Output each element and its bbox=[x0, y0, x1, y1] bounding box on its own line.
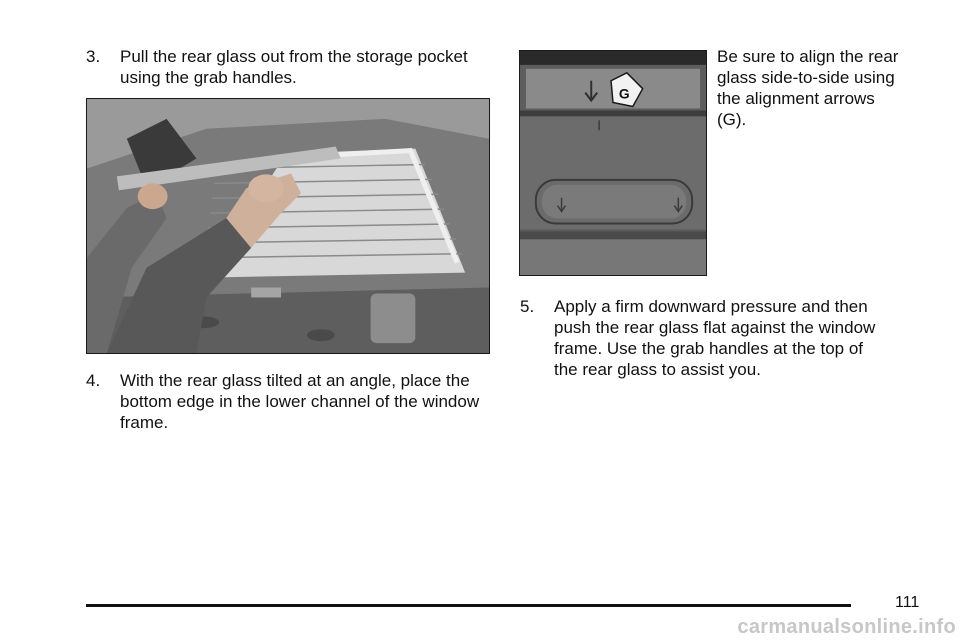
photo-illustration bbox=[520, 51, 706, 275]
step-number: 5. bbox=[520, 297, 535, 316]
step-text: Apply a firm downward pressure and then push the rear glass flat against the window frame. Use the grab handles at the top of the rear glass to assist you. bbox=[554, 297, 876, 379]
watermark: carmanualsonline.info bbox=[737, 616, 956, 638]
step-3 bbox=[86, 46, 486, 88]
step-5 bbox=[520, 296, 880, 380]
photo-removing-rear-glass bbox=[86, 98, 490, 354]
footer-rule bbox=[86, 604, 851, 607]
alignment-note: Be sure to align the rear glass side-to-side using the alignment arrows (G). bbox=[717, 47, 899, 129]
photo-alignment-arrows bbox=[519, 50, 707, 276]
step-4 bbox=[86, 370, 486, 433]
photo-illustration bbox=[87, 99, 489, 353]
step-number: 4. bbox=[86, 371, 101, 390]
step-text: Pull the rear glass out from the storage pocket using the grab handles. bbox=[120, 47, 468, 87]
callout-label-g: G bbox=[618, 85, 630, 102]
page-number: 111 bbox=[895, 594, 920, 611]
step-number: 3. bbox=[86, 47, 101, 66]
step-text: With the rear glass tilted at an angle, place the bottom edge in the lower channel of the window frame. bbox=[120, 371, 480, 432]
